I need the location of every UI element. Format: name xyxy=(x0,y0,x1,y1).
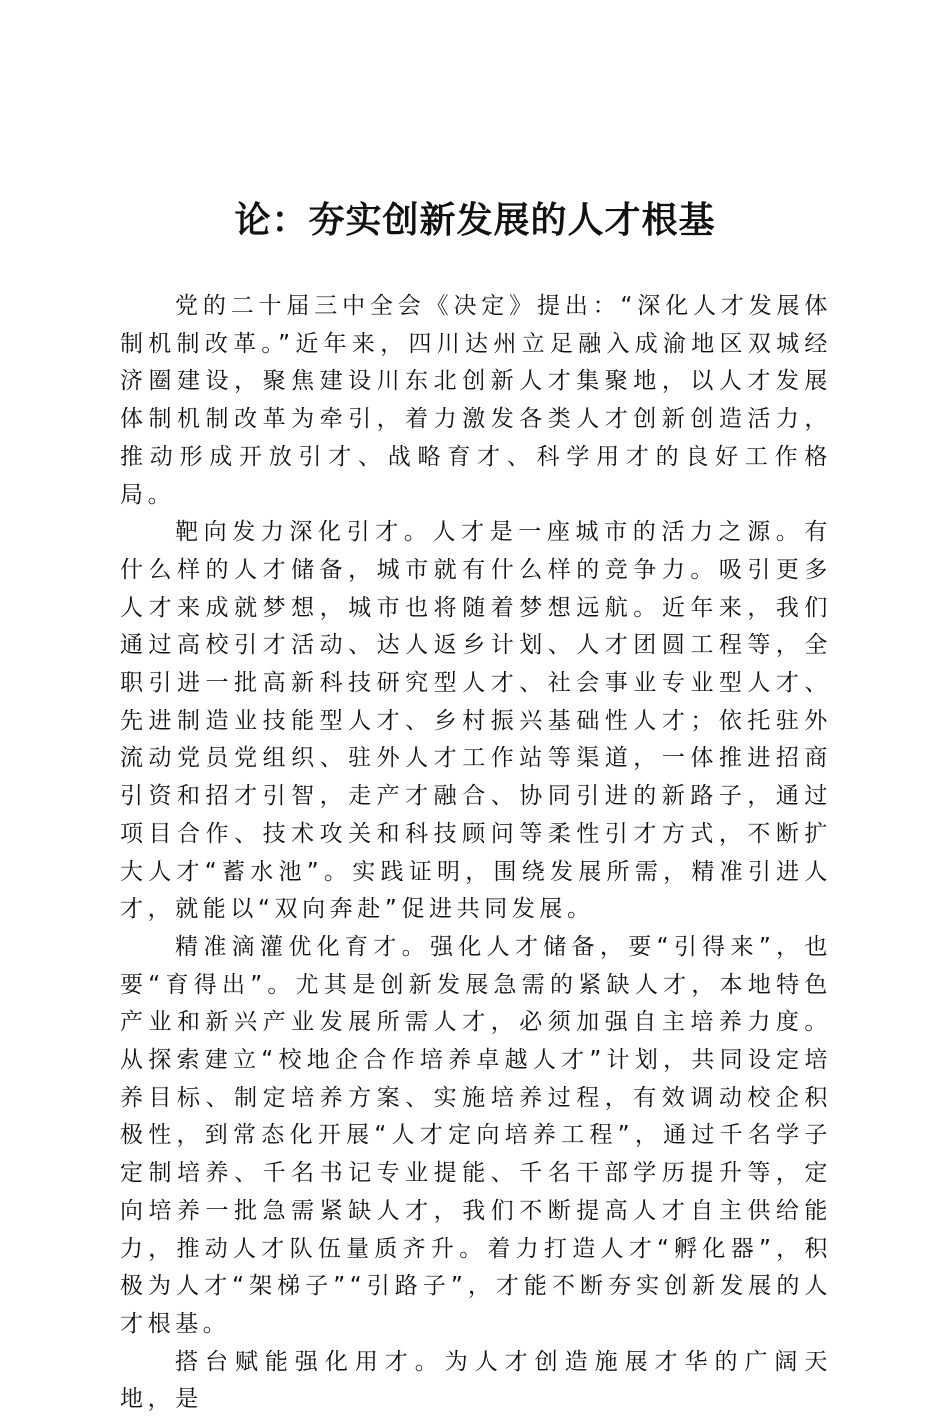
document-title: 论：夯实创新发展的人才根基 xyxy=(234,199,716,241)
paragraph-talent-cultivation: 精准滴灌优化育才。强化人才储备，要“引得来”，也要“育得出”。尤其是创新发展急需的紧缺人才，本地特色产业和新兴产业发展所需人才，必须加强自主培养力度。从探索建立“校地企合作培养卓越人才”计划，共同设定培养目标、制定培养方案、实施培养过程，有效调动校企积极性，到常态化开展“人才定向培养工程”，通过千名学子定制培养、千名书记专业提能、千名干部学历提升等，定向培养一批急需紧缺人才，我们不断提高人才自主供给能力，推动人才队伍量质齐升。着力打造人才“孵化器”，积极为人才“架梯子”“引路子”，才能不断夯实创新发展的人才根基。 xyxy=(120,933,832,1337)
document-body xyxy=(120,288,832,1419)
paragraph-talent-attraction: 靶向发力深化引才。人才是一座城市的活力之源。有什么样的人才储备，城市就有什么样的竞争力。吸引更多人才来成就梦想，城市也将随着梦想远航。近年来，我们通过高校引才活动、达人返乡计划、人才团圆工程等，全职引进一批高新科技研究型人才、社会事业专业型人才、先进制造业技能型人才、乡村振兴基础性人才；依托驻外流动党员党组织、驻外人才工作站等渠道，一体推进招商引资和招才引智，走产才融合、协同引进的新路子，通过项目合作、技术攻关和科技顾问等柔性引才方式，不断扩大人才“蓄水池”。实践证明，围绕发展所需，精准引进人才，就能以“双向奔赴”促进共同发展。 xyxy=(120,519,832,923)
paragraph-talent-utilization: 搭台赋能强化用才。为人才创造施展才华的广阔天地，是 xyxy=(120,1348,832,1413)
paragraph-intro: 党的二十届三中全会《决定》提出：“深化人才发展体制机制改革。”近年来，四川达州立足融入成渝地区双城经济圈建设，聚焦建设川东北创新人才集聚地，以人才发展体制机制改革为牵引，着力激发各类人才创新创造活力，推动形成开放引才、战略育才、科学用才的良好工作格局。 xyxy=(120,293,832,508)
